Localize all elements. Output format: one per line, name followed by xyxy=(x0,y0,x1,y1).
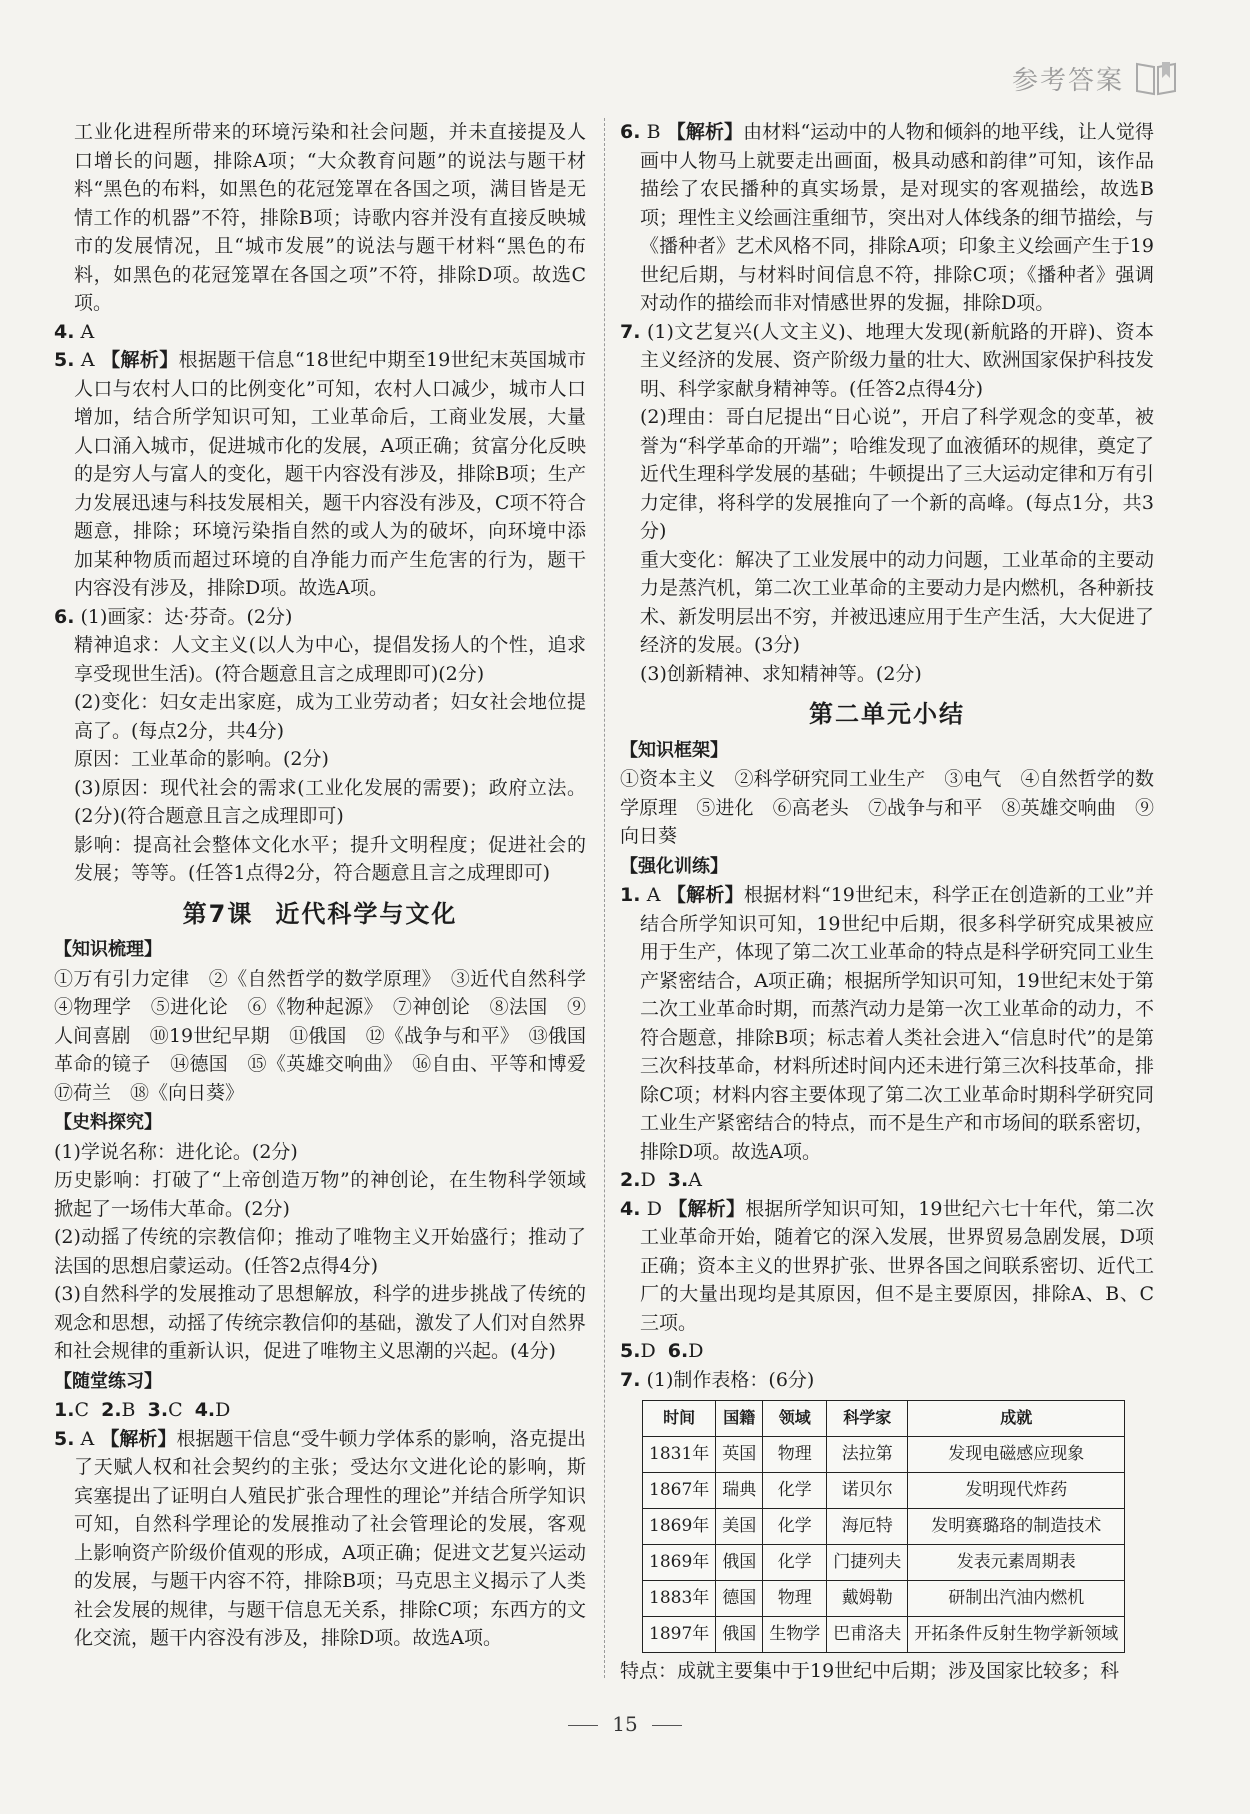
history-line-2: (2)动摇了传统的宗教信仰；推动了唯物主义开始盛行；推动了法国的思想启蒙运动。(任答2点得4分) xyxy=(54,1226,586,1277)
table-cell: 巴甫洛夫 xyxy=(827,1617,908,1653)
right-q7-line-3: (3)创新精神、求知精神等。(2分) xyxy=(640,662,922,685)
knowledge-label: 【知识梳理】 xyxy=(54,939,162,960)
table-header: 成就 xyxy=(908,1401,1125,1437)
book-icon xyxy=(1134,58,1178,98)
training-q4: 4. D 【解析】根据所学知识可知，19世纪六七十年代，第二次工业革命开始，随着它的深入发展，世界贸易急剧发展，D项正确；资本主义的世界扩张、世界各国之间联系密切、近代工厂的大量出现均是其原因，但不是主要原因，排除A、B、C三项。 xyxy=(620,1197,1154,1334)
table-cell: 化学 xyxy=(763,1509,827,1545)
table-cell: 1869年 xyxy=(643,1509,716,1545)
right-q7-line-0: 7. (1)文艺复兴(人文主义)、地理大发现(新航路的开辟)、资本主义经济的发展、资产阶级力量的壮大、欧洲国家保护科技发明、科学家献身精神等。(任答2点得4分) xyxy=(620,320,1154,400)
table-cell: 法拉第 xyxy=(827,1437,908,1473)
table-cell: 化学 xyxy=(763,1545,827,1581)
table-cell: 瑞典 xyxy=(716,1473,763,1509)
table-cell: 1897年 xyxy=(643,1617,716,1653)
framework-label: 【知识框架】 xyxy=(620,739,728,761)
table-cell: 俄国 xyxy=(716,1617,763,1653)
table-header: 领域 xyxy=(763,1401,827,1437)
table-cell: 1831年 xyxy=(643,1437,716,1473)
table-cell: 俄国 xyxy=(716,1545,763,1581)
knowledge-text: ①万有引力定律 ②《自然哲学的数学原理》 ③近代自然科学 ④物理学 ⑤进化论 ⑥《物种起源》 ⑦神创论 ⑧法国 ⑨人间喜剧 ⑩19世纪早期 ⑪俄国 ⑫《战争与和平》 ⑬俄国革命的镜子 ⑭德国 ⑮《英雄交响曲》 ⑯自由、平等和博爱 ⑰荷兰 ⑱《向日葵》 xyxy=(54,967,606,1104)
table-cell: 生物学 xyxy=(763,1617,827,1653)
practice-label: 【随堂练习】 xyxy=(54,1370,162,1392)
left-paragraph-1: 工业化进程所带来的环境污染和社会问题，并未直接提及人口增长的问题，排除A项；“大众教育问题”的说法与题干材料“黑色的布料，如黑色的花冠笼罩在各国之项，满目皆是无情工作的机器”不符，排除B项；诗歌内容并没有直接反映城市的发展情况，且“城市发展”的说法与题干材料“黑色的布料，如黑色的花冠笼罩在各国之项”不符，排除D项。故选C项。 xyxy=(74,121,586,314)
training-q1: 1. A 【解析】根据材料“19世纪末，科学正在创造新的工业”并结合所学知识可知，19世纪中后期，很多科学研究成果被应用于生产，体现了第二次工业革命的特点是科学研究同工业生产紧密结合，A项正确；根据所学知识可知，19世纪末处于第二次工业革命时期，而蒸汽动力是第一次工业革命的动力，不符合题意，排除B项；标志着人类社会进入“信息时代”的是第三次科技革命，材料所述时间内还未进行第三次科技革命，排除C项；材料内容主要体现了第二次工业革命时期科学研究同工业生产紧密结合的特点，而不是生产和市场间的联系密切，排除D项。故选A项。 xyxy=(620,884,1154,1163)
table-cell: 英国 xyxy=(716,1437,763,1473)
left-q4: 4. A xyxy=(54,320,95,343)
table-row xyxy=(643,1581,1125,1617)
training-q7-intro: 7. (1)制作表格：(6分) xyxy=(620,1368,815,1391)
table-header: 时间 xyxy=(643,1401,716,1437)
left-q6-line-0: 6. (1)画家：达·芬奇。(2分) xyxy=(54,605,293,628)
right-q7-line-2: 重大变化：解决了工业发展中的动力问题，工业革命的主要动力是蒸汽机，第二次工业革命的主要动力是内燃机，各种新技术、新发明层出不穷，并被迅速应用于生产生活，大大促进了经济的发展。(3分) xyxy=(640,548,1154,656)
history-line-3: (3)自然科学的发展推动了思想解放，科学的进步挑战了传统的观念和思想，动摇了传统宗教信仰的基础，激发了人们对自然界和社会规律的重新认识，促进了唯物主义思潮的兴起。(4分) xyxy=(54,1283,587,1362)
table-cell: 门捷列夫 xyxy=(827,1545,908,1581)
right-column xyxy=(620,118,1154,1686)
achievement-table xyxy=(642,1400,1125,1653)
left-column xyxy=(54,118,606,1653)
training-q7-feature: 特点：成就主要集中于19世纪中后期；涉及国家比较多；科 xyxy=(620,1660,1120,1682)
page-number: 15 xyxy=(0,1712,1250,1736)
left-q6-line-1: 精神追求：人文主义(以人为中心，提倡发扬人的个性，追求享受现世生活)。(符合题意且言之成理即可)(2分) xyxy=(74,634,586,685)
table-cell: 发表元素周期表 xyxy=(908,1545,1125,1581)
table-cell: 1867年 xyxy=(643,1473,716,1509)
table-cell: 物理 xyxy=(763,1437,827,1473)
left-q6-line-3: 原因：工业革命的影响。(2分) xyxy=(74,748,329,770)
table-cell: 发明现代炸药 xyxy=(908,1473,1125,1509)
training-label: 【强化训练】 xyxy=(620,855,728,877)
table-header: 国籍 xyxy=(716,1401,763,1437)
table-cell: 物理 xyxy=(763,1581,827,1617)
column-divider xyxy=(604,118,605,1678)
table-cell: 研制出汽油内燃机 xyxy=(908,1581,1125,1617)
table-row xyxy=(643,1617,1125,1653)
framework-text: ①资本主义 ②科学研究同工业生产 ③电气 ④自然哲学的数学原理 ⑤进化 ⑥高老头 ⑦战争与和平 ⑧英雄交响曲 ⑨向日葵 xyxy=(620,768,1154,847)
table-cell: 美国 xyxy=(716,1509,763,1545)
lesson-title: 第7课 近代科学与文化 xyxy=(182,899,458,928)
table-cell: 戴姆勒 xyxy=(827,1581,908,1617)
table-row xyxy=(643,1473,1125,1509)
left-q6-line-2: (2)变化：妇女走出家庭，成为工业劳动者；妇女社会地位提高了。(每点2分，共4分) xyxy=(74,691,586,742)
left-q5: 5. A 【解析】根据题干信息“18世纪中期至19世纪末英国城市人口与农村人口的比例变化”可知，农村人口减少，城市人口增加，结合所学知识可知，工业革命后，工商业发展，大量人口涌入城市，促进城市化的发展，A项正确；贫富分化反映的是穷人与富人的变化，题干内容没有涉及，排除B项；生产力发展迅速与科技发展相关，题干内容没有涉及，C项不符合题意，排除；环境污染指自然的或人为的破坏，向环境中添加某种物质而超过环境的自净能力而产生危害的行为，题干内容没有涉及，排除D项。故选A项。 xyxy=(54,349,586,599)
history-line-1: 历史影响：打破了“上帝创造万物”的神创论，在生物科学领域掀起了一场伟大革命。(2分) xyxy=(54,1169,586,1220)
table-cell: 发现电磁感应现象 xyxy=(908,1437,1125,1473)
table-row xyxy=(643,1545,1125,1581)
training-q5-q6: 5.D 6.D xyxy=(620,1340,704,1362)
table-cell: 诺贝尔 xyxy=(827,1473,908,1509)
left-q6-line-4: (3)原因：现代社会的需求(工业化发展的需要)；政府立法。(2分)(符合题意且言之成理即可) xyxy=(74,776,586,827)
table-row xyxy=(643,1509,1125,1545)
header-title: 参考答案 xyxy=(1011,65,1124,96)
right-q6: 6. B 【解析】由材料“运动中的人物和倾斜的地平线，让人觉得画中人物马上就要走出画面，极具动感和韵律”可知，该作品描绘了农民播种的真实场景，是对现实的客观描绘，故选B项；理性主义绘画注重细节，突出对人体线条的细节描绘，与《播种者》艺术风格不同，排除A项；印象主义绘画产生于19世纪后期，与材料时间信息不符，排除C项；《播种者》强调对动作的描绘而非对情感世界的发掘，排除D项。 xyxy=(620,121,1155,314)
practice-answers: 1.C 2.B 3.C 4.D xyxy=(54,1399,231,1421)
practice-q5: 5. A 【解析】根据题干信息“受牛顿力学体系的影响，洛克提出了天赋人权和社会契约的主张；受达尔文进化论的影响，斯宾塞提出了证明白人殖民扩张合理性的理论”并结合所学知识可知，自然科学理论的发展推动了社会管理论的发展，客观上影响资产阶级价值观的形成，A项正确；促进文艺复兴运动的发展，与题干内容不符，排除B项；马克思主义揭示了人类社会发展的规律，与题干信息无关系，排除C项；东西方的文化交流，题干内容没有涉及，排除D项。故选A项。 xyxy=(54,1427,586,1649)
history-line-0: (1)学说名称：进化论。(2分) xyxy=(54,1140,298,1163)
table-cell: 发明赛璐珞的制造技术 xyxy=(908,1509,1125,1545)
table-cell: 海厄特 xyxy=(827,1509,908,1545)
right-q7-line-1: (2)理由：哥白尼提出“日心说”，开启了科学观念的变革，被誉为“科学革命的开端”；哈维发现了血液循环的规律，奠定了近代生理科学发展的基础；牛顿提出了三大运动定律和万有引力定律，将科学的发展推向了一个新的高峰。(每点1分，共3分) xyxy=(640,406,1154,542)
table-cell: 开拓条件反射生物学新领域 xyxy=(908,1617,1125,1653)
table-row xyxy=(643,1437,1125,1473)
unit-title: 第二单元小结 xyxy=(809,700,965,728)
page-header xyxy=(1012,58,1178,98)
table-cell: 1883年 xyxy=(643,1581,716,1617)
training-q2-q3: 2.D 3.A xyxy=(620,1169,702,1191)
table-cell: 德国 xyxy=(716,1581,763,1617)
history-label: 【史料探究】 xyxy=(54,1112,162,1133)
left-q6-line-5: 影响：提高社会整体文化水平；提升文明程度；促进社会的发展；等等。(任答1点得2分，符合题意且言之成理即可) xyxy=(74,833,586,884)
table-header-row xyxy=(643,1401,1125,1437)
table-header: 科学家 xyxy=(827,1401,908,1437)
table-cell: 化学 xyxy=(763,1473,827,1509)
table-cell: 1869年 xyxy=(643,1545,716,1581)
